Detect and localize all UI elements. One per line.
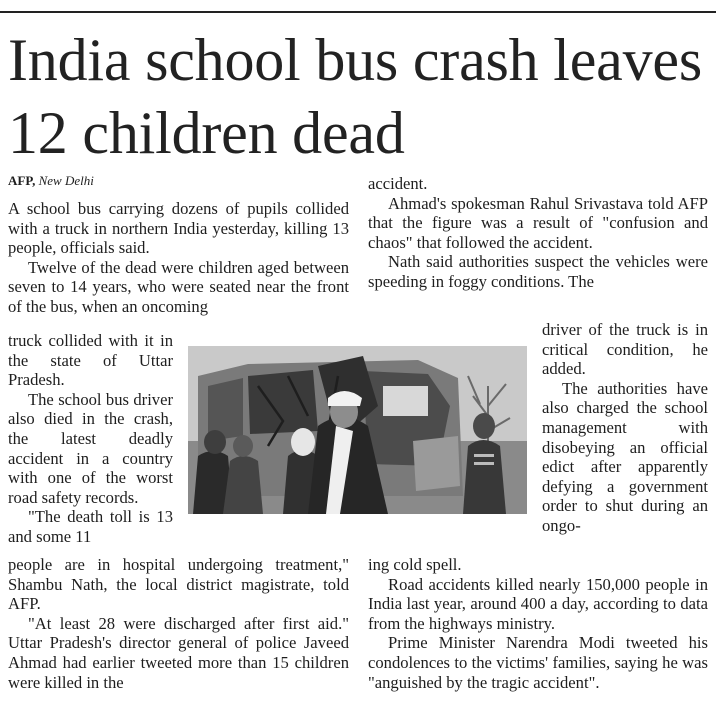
right-column-top [368,174,708,292]
byline-agency: AFP, [8,173,36,188]
paragraph-8: The authorities have also charged the school management with disobeying an official edict after apparently defying a government order to shut during an ongo- [542,378,708,535]
paragraph-9: Road accidents killed nearly 150,000 people in India last year, around 400 a day, according to data from the highways ministry. [368,574,708,633]
paragraph-4-part-a: "The death toll is 13 and some 11 [8,507,173,546]
byline [8,173,349,189]
paragraph-5-continued: accident. [368,174,428,193]
left-column-bottom [8,555,349,692]
left-column-top [8,173,349,317]
paragraph-10: Prime Minister Narendra Modi tweeted his condolences to the victims' families, saying he was "anguished by the tragic accident". [368,633,708,692]
top-rule [0,11,716,13]
paragraph-7-part-b: driver of the truck is in critical condition, he added. [542,320,708,379]
paragraph-lead: A school bus carrying dozens of pupils collided with a truck in northern India yesterday, killing 13 people, officials said. [8,199,349,258]
paragraph-5: "At least 28 were discharged after first aid." Uttar Pradesh's director general of police Javeed Ahmad had earlier tweeted more than 15 children were killed in the [8,613,349,692]
crashed-bus-photo [188,346,527,514]
paragraph-4-part-b: people are in hospital undergoing treatment," Shambu Nath, the local district magistrate, told AFP. [8,555,349,614]
paragraph-6: Ahmad's spokesman Rahul Srivastava told AFP that the figure was a result of "confusion and chaos" that followed the accident. [368,193,708,252]
paragraph-7-part-a: Nath said authorities suspect the vehicles were speeding in foggy conditions. The [368,252,708,291]
paragraph-8-continued: ing cold spell. [368,555,462,574]
news-photo [188,346,527,514]
right-column-bottom [368,555,708,692]
paragraph-3: The school bus driver also died in the crash, the latest deadly accident in a country with one of the worst road safety records. [8,389,173,507]
paragraph-2-part-b: truck collided with it in the state of Uttar Pradesh. [8,331,173,390]
left-column-wrap [8,331,173,547]
byline-location: New Delhi [38,173,94,188]
paragraph-2-part-a: Twelve of the dead were children aged between seven to 14 years, who were seated near the front of the bus, when an oncoming [8,257,349,316]
right-column-wrap [542,320,708,536]
headline: India school bus crash leaves 12 children dead [8,27,702,166]
